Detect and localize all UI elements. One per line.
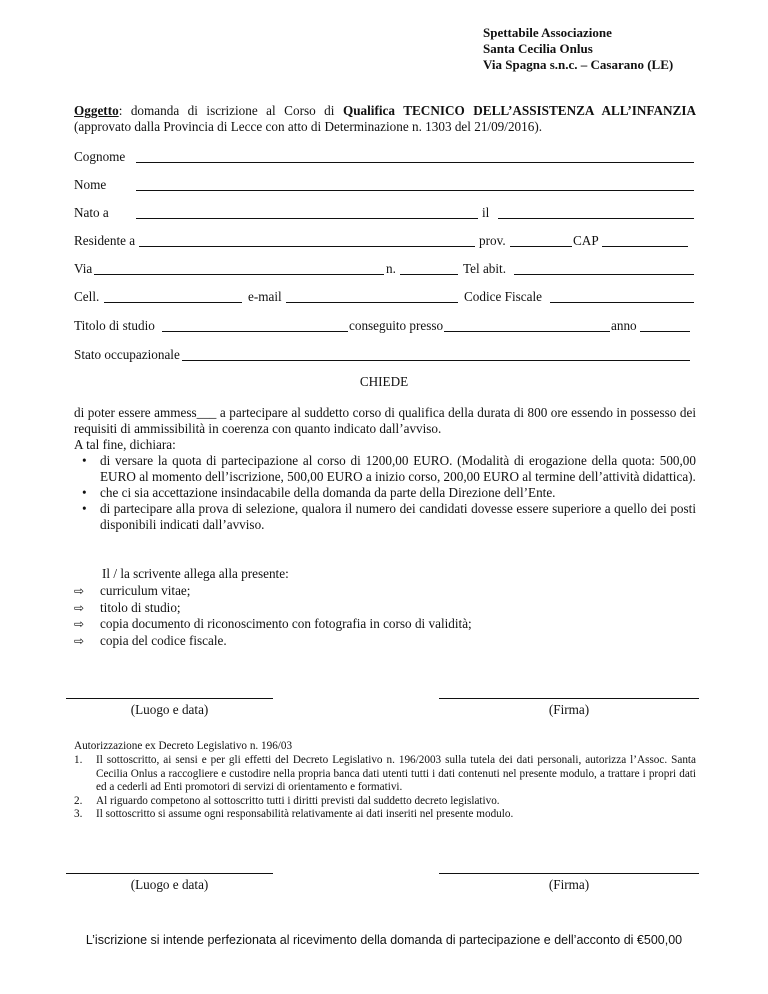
year-field[interactable]: [640, 318, 690, 332]
institution-field[interactable]: [444, 318, 610, 332]
signature-line[interactable]: [439, 698, 699, 699]
addressee-block: [483, 25, 673, 73]
subject-label: Oggetto: [74, 103, 119, 118]
field-row-contacts: [74, 289, 696, 307]
privacy-list: [74, 754, 696, 822]
field-row-address: [74, 261, 696, 279]
field-row-education: [74, 318, 696, 336]
home-phone-field[interactable]: [514, 261, 694, 275]
subject-paragraph: [74, 103, 696, 135]
right-arrow-icon: ⇨: [74, 600, 85, 615]
list-item: 3. Il sottoscritto si assume ogni responsabilità relativamente ai dati inseriti nel presente modulo.: [74, 808, 514, 820]
list-item: • che ci sia accettazione insindacabile della domanda da parte della Direzione dell’Ente.: [82, 485, 556, 500]
signature-line[interactable]: [439, 873, 699, 874]
email-field[interactable]: [286, 289, 458, 303]
conseguito-presso-label: conseguito presso: [349, 318, 444, 333]
list-item: ⇨ curriculum vitae;: [74, 583, 191, 598]
tel-abit-label: Tel abit.: [463, 261, 507, 276]
footer-note: L’iscrizione si intende perfezionata al ricevimento della domanda di partecipazione e dell’acconto di €500,00: [85, 933, 683, 947]
attachments-list: [74, 583, 472, 649]
place-date-line[interactable]: [66, 698, 273, 699]
request-heading: CHIEDE: [359, 374, 409, 389]
street-number-field[interactable]: [400, 261, 458, 275]
subject-text: : domanda di iscrizione al Corso di: [118, 103, 343, 118]
bullet-dot-icon: •: [82, 501, 87, 516]
cap-field[interactable]: [602, 233, 688, 247]
bullet-dot-icon: •: [82, 453, 87, 468]
right-arrow-icon: ⇨: [74, 633, 85, 648]
field-row-nome: [74, 177, 696, 195]
email-label: e-mail: [248, 289, 282, 304]
cap-label: CAP: [573, 233, 599, 248]
codice-fiscale-label: Codice Fiscale: [464, 289, 543, 304]
nome-field[interactable]: [136, 177, 694, 191]
place-date-caption: (Luogo e data): [130, 877, 209, 892]
addressee-line: Spettabile Associazione: [483, 25, 612, 40]
privacy-title: Autorizzazione ex Decreto Legislativo n. 196/03: [74, 740, 293, 752]
list-item: • di partecipare alla prova di selezione, qualora il numero dei candidati dovesse essere superiore a quello dei posti disponibili indicati dall’avviso.: [82, 501, 696, 532]
residence-field[interactable]: [139, 233, 475, 247]
degree-field[interactable]: [162, 318, 348, 332]
list-item: 2. Al riguardo competono al sottoscritto tutti i diritti previsti dal suddetto decreto legislativo.: [74, 794, 500, 807]
addressee-line: Santa Cecilia Onlus: [483, 41, 593, 56]
declaration-list: [74, 453, 696, 533]
prov-label: prov.: [479, 233, 506, 248]
list-item: ⇨ titolo di studio;: [74, 599, 181, 615]
cognome-field[interactable]: [136, 149, 694, 163]
declare-intro: A tal fine, dichiara:: [74, 437, 176, 452]
bullet-dot-icon: •: [82, 485, 87, 500]
residente-a-label: Residente a: [74, 233, 136, 248]
nome-label: Nome: [74, 177, 107, 192]
field-row-birth: [74, 205, 696, 223]
field-row-employment: [74, 347, 696, 365]
n-label: n.: [386, 261, 396, 276]
cell-label: Cell.: [74, 289, 100, 304]
list-item: • di versare la quota di partecipazione al corso di 1200,00 EURO. (Modalità di erogazione della quota: 500,00 EURO al momento dell’iscrizione, 500,00 EURO a inizio corso, 200,00 EURO al termine dell’attività didattica).: [82, 453, 696, 484]
birthplace-field[interactable]: [136, 205, 478, 219]
birthdate-field[interactable]: [498, 205, 694, 219]
titolo-studio-label: Titolo di studio: [74, 318, 155, 333]
addressee-line: Via Spagna s.n.c. – Casarano (LE): [483, 57, 674, 72]
street-field[interactable]: [94, 261, 384, 275]
mobile-field[interactable]: [104, 289, 242, 303]
province-field[interactable]: [510, 233, 572, 247]
cognome-label: Cognome: [74, 149, 126, 164]
employment-status-field[interactable]: [182, 347, 690, 361]
il-label: il: [482, 205, 490, 220]
tax-code-field[interactable]: [550, 289, 694, 303]
signature-caption: (Firma): [548, 702, 590, 717]
place-date-line[interactable]: [66, 873, 273, 874]
request-paragraph: di poter essere ammess___ a partecipare al suddetto corso di qualifica della durata di 800 ore essendo in possesso dei requisiti di ammissibilità in coerenza con quanto indicato dall’avviso.: [74, 405, 696, 436]
via-label: Via: [74, 261, 93, 276]
list-item: ⇨ copia documento di riconoscimento con fotografia in corso di validità;: [74, 616, 472, 631]
field-row-cognome: [74, 149, 696, 167]
field-row-residence: [74, 233, 696, 251]
right-arrow-icon: ⇨: [74, 617, 85, 631]
signature-caption: (Firma): [548, 877, 590, 892]
list-item: 1. Il sottoscritto, ai sensi e per gli effetti del Decreto Legislativo n. 196/2003 sulla tutela dei dati personali, autorizza l’Assoc. Santa Cecilia Onlus a raccogliere e custodire nella propria banca dati utenti tutti i dati contenuti nel presente modulo, a trattare i propri dati ed a cederli ad Enti promotori di servizi di orientamento e formativi.: [74, 754, 696, 793]
list-item: ⇨ copia del codice fiscale.: [74, 632, 227, 648]
nato-a-label: Nato a: [74, 205, 109, 220]
subject-text-after: (approvato dalla Provincia di Lecce con atto di Determinazione n. 1303 del 21/09/2016).: [74, 119, 543, 134]
course-name: Qualifica TECNICO DELL’ASSISTENZA ALL’INFANZIA: [342, 103, 696, 118]
right-arrow-icon: ⇨: [74, 584, 85, 598]
attachments-intro: Il / la scrivente allega alla presente:: [102, 566, 289, 581]
place-date-caption: (Luogo e data): [130, 702, 209, 717]
stato-occupazionale-label: Stato occupazionale: [74, 347, 180, 362]
anno-label: anno: [611, 318, 637, 333]
